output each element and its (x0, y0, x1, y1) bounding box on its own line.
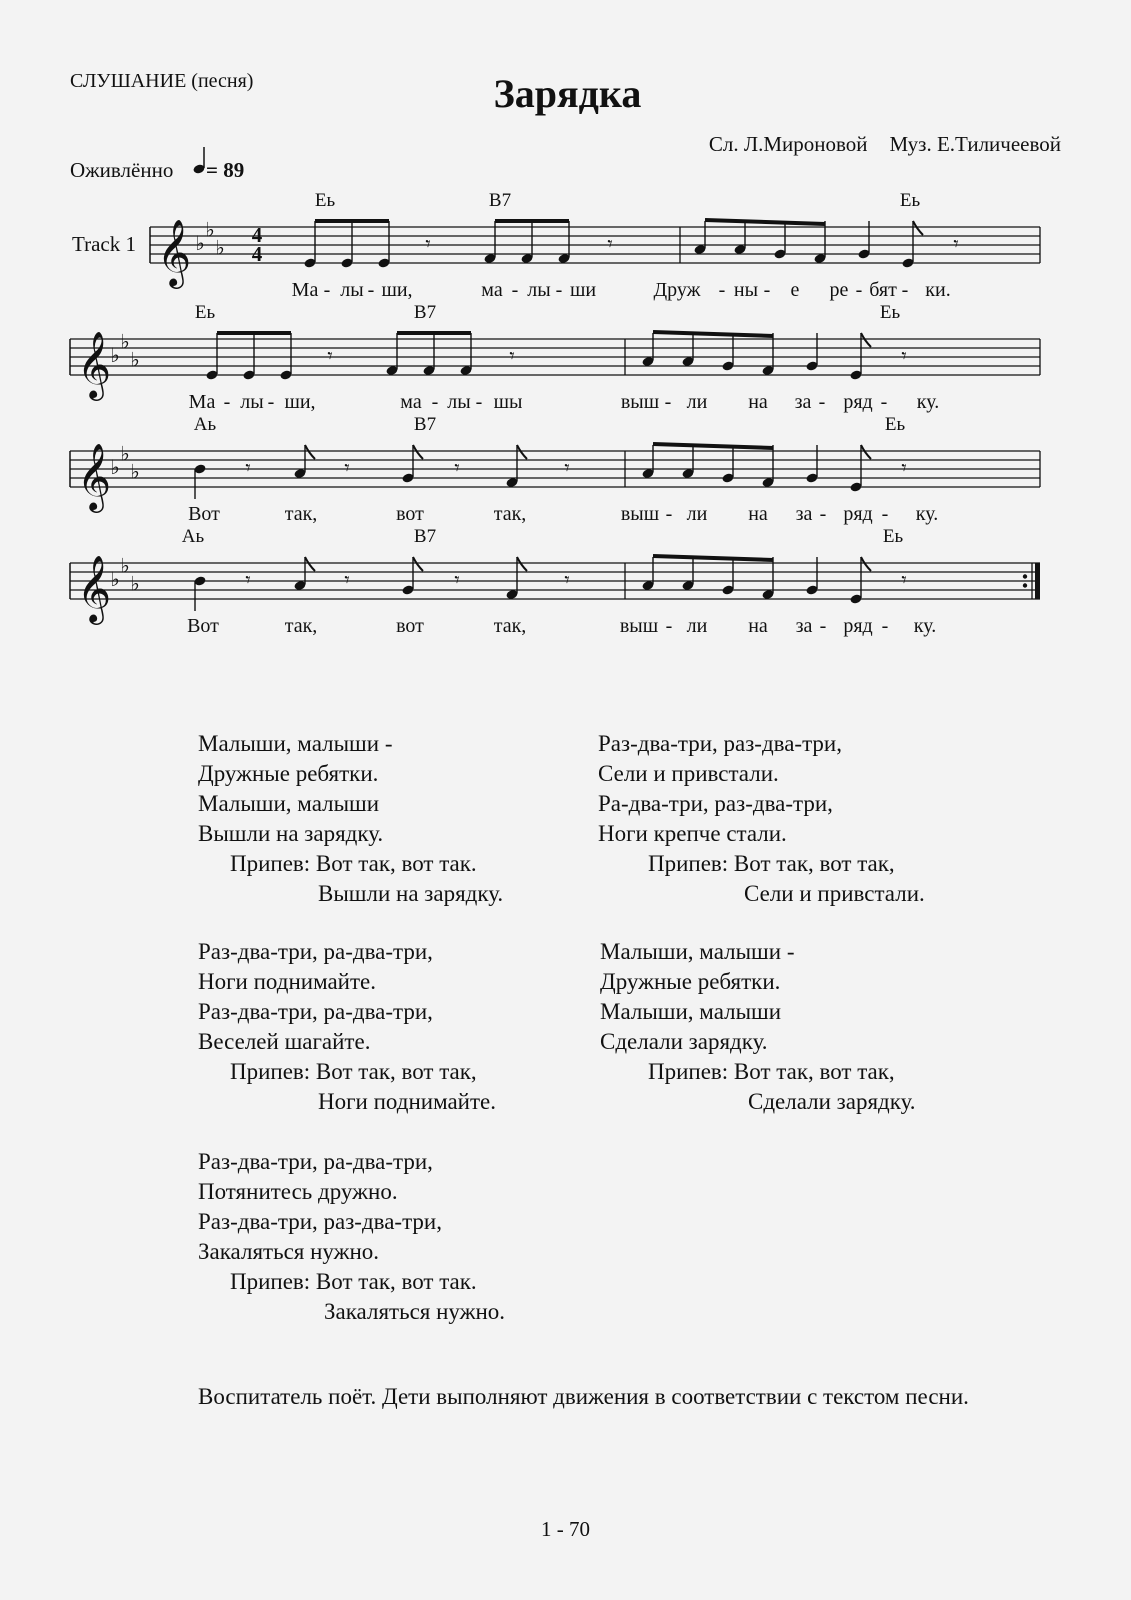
lyric-syllable: ма (400, 391, 422, 413)
lyric-syllable: - (511, 279, 519, 301)
verse-line: Потянитесь дружно. (198, 1179, 398, 1204)
repeat-dot (1023, 574, 1027, 578)
chord-symbol: B7 (413, 414, 437, 435)
lyric-syllable: Вот (188, 503, 220, 525)
lyric-syllable: за (795, 615, 813, 637)
chord-symbol: Аь (193, 414, 217, 435)
note-flag (305, 445, 315, 459)
verse-line: Малыши, малыши - (198, 731, 393, 756)
lyric-syllable: лы (527, 279, 551, 301)
eighth-rest-icon: 𝄾 (564, 455, 570, 480)
note-beam (315, 219, 389, 223)
note-beam (495, 219, 569, 223)
flat-icon: ♭ (205, 217, 215, 242)
note-flag (861, 557, 871, 571)
refrain-line: Припев: Вот так, вот так. (230, 851, 477, 876)
flat-icon: ♭ (130, 571, 140, 596)
refrain-line: Припев: Вот так, вот так, (230, 1059, 477, 1084)
lyric-syllable: - (763, 279, 771, 301)
lyric-syllable: за (794, 391, 812, 413)
flat-icon: ♭ (110, 567, 120, 591)
verse-line: Малыши, малыши (198, 791, 380, 816)
section-label: СЛУШАНИЕ (песня) (70, 70, 254, 92)
lyric-syllable: - (223, 391, 231, 413)
verse-line: Ноги крепче стали. (598, 821, 787, 846)
note-flag (413, 445, 423, 459)
song-title: Зарядка (493, 71, 642, 116)
lyric-syllable: Вот (187, 615, 219, 637)
lyric-syllable: ны (733, 279, 759, 301)
note-beam (653, 444, 773, 448)
repeat-dot (1023, 583, 1027, 587)
lyric-syllable: бят (869, 279, 897, 301)
flat-icon: ♭ (120, 553, 130, 578)
chord-symbol: Еь (884, 414, 906, 435)
lyric-syllable: ку. (913, 615, 937, 637)
lyric-syllable: шы (493, 391, 523, 413)
lyric-syllable: е (790, 279, 800, 301)
lyric-syllable: так, (493, 615, 527, 637)
chord-symbol: Аь (181, 526, 205, 547)
note-flag (413, 557, 423, 571)
lyric-syllable: - (881, 503, 889, 525)
verse-line: Сделали зарядку. (600, 1029, 768, 1054)
repeat-barline-thick (1035, 563, 1040, 599)
refrain-line: Сделали зарядку. (748, 1089, 916, 1114)
lyric-syllable: - (664, 391, 672, 413)
note-beam (653, 556, 773, 560)
chord-symbol: Еь (899, 190, 921, 211)
lyric-syllable: так, (284, 503, 318, 525)
eighth-rest-icon: 𝄾 (953, 231, 959, 256)
lyric-syllable: - (323, 279, 331, 301)
note-flag (305, 557, 315, 571)
chord-symbol: Еь (882, 526, 904, 547)
lyric-syllable: так, (284, 615, 318, 637)
lyric-syllable: ли (686, 503, 708, 525)
treble-clef-icon: 𝄞 (76, 442, 112, 510)
eighth-rest-icon: 𝄾 (344, 567, 350, 592)
verse-5 (198, 1147, 505, 1327)
lyric-syllable: - (475, 391, 483, 413)
chord-symbol: B7 (413, 526, 437, 547)
lyric-syllable: - (665, 503, 673, 525)
verse-line: Веселей шагайте. (198, 1029, 371, 1054)
flat-icon: ♭ (130, 347, 140, 372)
refrain-line: Сели и привстали. (744, 881, 925, 906)
note-beam (705, 220, 825, 224)
lyric-syllable: - (818, 391, 826, 413)
verse-line: Раз-два-три, раз-два-три, (198, 1209, 442, 1234)
eighth-rest-icon: 𝄾 (245, 455, 251, 480)
lyric-syllable: вот (396, 503, 424, 525)
lyric-syllable: на (748, 503, 768, 525)
verse-line: Ноги поднимайте. (198, 969, 376, 994)
lyric-syllable: ряд (843, 503, 873, 525)
lyric-syllable: Ма (188, 391, 216, 413)
note-flag (861, 333, 871, 347)
verse-line: Раз-два-три, раз-два-три, (598, 731, 842, 756)
verse-line: Ра-два-три, раз-два-три, (598, 791, 833, 816)
note-flag (517, 557, 527, 571)
eighth-rest-icon: 𝄾 (245, 567, 251, 592)
lyric-syllable: - (819, 615, 827, 637)
chord-symbol: B7 (413, 302, 437, 323)
eighth-rest-icon: 𝄾 (344, 455, 350, 480)
refrain-line: Вышли на зарядку. (318, 881, 504, 906)
lyric-syllable: ши, (381, 279, 413, 301)
verse-line: Раз-два-три, ра-два-три, (198, 1149, 433, 1174)
chord-symbol: Еь (314, 190, 336, 211)
verse-line: Дружные ребятки. (600, 969, 781, 994)
lyric-syllable: - (367, 279, 375, 301)
lyric-syllable: ку. (915, 503, 939, 525)
note-flag (517, 445, 527, 459)
note-beam (217, 331, 291, 335)
chord-symbol: Еь (879, 302, 901, 323)
verse-3 (198, 937, 496, 1117)
verse-line: Вышли на зарядку. (198, 821, 384, 846)
verse-line: Малыши, малыши - (600, 939, 795, 964)
refrain-line: Припев: Вот так, вот так, (648, 851, 895, 876)
lyric-syllable: Друж (653, 279, 701, 301)
verse-2 (598, 729, 925, 909)
lyric-syllable: лы (240, 391, 264, 413)
eighth-rest-icon: 𝄾 (327, 343, 333, 368)
eighth-rest-icon: 𝄾 (901, 455, 907, 480)
lyric-syllable: - (555, 279, 563, 301)
chord-symbol: Еь (194, 302, 216, 323)
lyric-syllable: выш (620, 503, 660, 525)
lyric-syllable: ли (686, 615, 708, 637)
lyric-syllable: ку. (916, 391, 940, 413)
treble-clef-icon: 𝄞 (76, 554, 112, 622)
eighth-rest-icon: 𝄾 (607, 231, 613, 256)
treble-clef-icon: 𝄞 (76, 330, 112, 398)
eighth-rest-icon: 𝄾 (425, 231, 431, 256)
flat-icon: ♭ (120, 329, 130, 354)
note-flag (913, 221, 923, 235)
verse-line: Закаляться нужно. (198, 1239, 380, 1264)
lyric-syllable: - (880, 391, 888, 413)
lyric-syllable: - (855, 279, 863, 301)
flat-icon: ♭ (130, 459, 140, 484)
note-flag (861, 445, 871, 459)
lyric-syllable: ряд (843, 615, 873, 637)
eighth-rest-icon: 𝄾 (454, 455, 460, 480)
lyric-syllable: - (901, 279, 909, 301)
verse-4 (600, 937, 916, 1117)
lyric-syllable: - (718, 279, 726, 301)
lyric-syllable: вот (396, 615, 424, 637)
lyric-syllable: ма (481, 279, 503, 301)
music-credit: Муз. Е.Тиличеевой (889, 132, 1061, 156)
eighth-rest-icon: 𝄾 (901, 343, 907, 368)
lyric-syllable: ли (686, 391, 708, 413)
lyric-syllable: ки. (925, 279, 951, 301)
tempo-value: = 89 (206, 158, 245, 182)
tempo-marking: Оживлённо (70, 158, 174, 182)
lyric-syllable: выш (620, 391, 660, 413)
lyric-syllable: на (748, 615, 768, 637)
verse-line: Раз-два-три, ра-два-три, (198, 999, 433, 1024)
track-label: Track 1 (72, 232, 136, 256)
verse-line: Дружные ребятки. (198, 761, 379, 786)
page-number: 1 - 70 (541, 1517, 590, 1541)
refrain-line: Припев: Вот так, вот так. (230, 1269, 477, 1294)
flat-icon: ♭ (195, 231, 205, 255)
eighth-rest-icon: 𝄾 (564, 567, 570, 592)
lyric-syllable: - (665, 615, 673, 637)
chord-symbol: B7 (488, 190, 512, 211)
lyric-syllable: лы (340, 279, 364, 301)
refrain-line: Закаляться нужно. (324, 1299, 506, 1324)
lyric-syllable: ши (569, 279, 597, 301)
refrain-line: Припев: Вот так, вот так, (648, 1059, 895, 1084)
time-signature-top: 4 (251, 223, 263, 247)
lyric-syllable: ре (829, 279, 849, 301)
eighth-rest-icon: 𝄾 (901, 567, 907, 592)
note-beam (653, 332, 773, 336)
lyric-syllable: выш (619, 615, 659, 637)
lyric-syllable: Ма (291, 279, 319, 301)
refrain-line: Ноги поднимайте. (318, 1089, 496, 1114)
eighth-rest-icon: 𝄾 (454, 567, 460, 592)
lyric-syllable: - (267, 391, 275, 413)
flat-icon: ♭ (215, 235, 225, 260)
lyrics-credit: Сл. Л.Мироновой (708, 132, 868, 156)
treble-clef-icon: 𝄞 (156, 218, 192, 286)
verse-line: Сели и привстали. (598, 761, 779, 786)
lyric-syllable: - (819, 503, 827, 525)
lyric-syllable: ши, (284, 391, 316, 413)
lyric-syllable: - (881, 615, 889, 637)
verse-line: Раз-два-три, ра-два-три, (198, 939, 433, 964)
lyric-syllable: лы (447, 391, 471, 413)
verse-line: Малыши, малыши (600, 999, 782, 1024)
eighth-rest-icon: 𝄾 (509, 343, 515, 368)
lyric-syllable: на (748, 391, 768, 413)
time-signature-bottom: 4 (251, 242, 263, 266)
instruction-note: Воспитатель поёт. Дети выполняют движения в соответствии с текстом песни. (198, 1384, 969, 1409)
lyric-syllable: - (431, 391, 439, 413)
verse-1 (198, 729, 503, 909)
lyric-syllable: так, (493, 503, 527, 525)
flat-icon: ♭ (110, 455, 120, 479)
lyric-syllable: ряд (843, 391, 873, 413)
flat-icon: ♭ (120, 441, 130, 466)
lyric-syllable: за (795, 503, 813, 525)
note-beam (397, 331, 471, 335)
flat-icon: ♭ (110, 343, 120, 367)
